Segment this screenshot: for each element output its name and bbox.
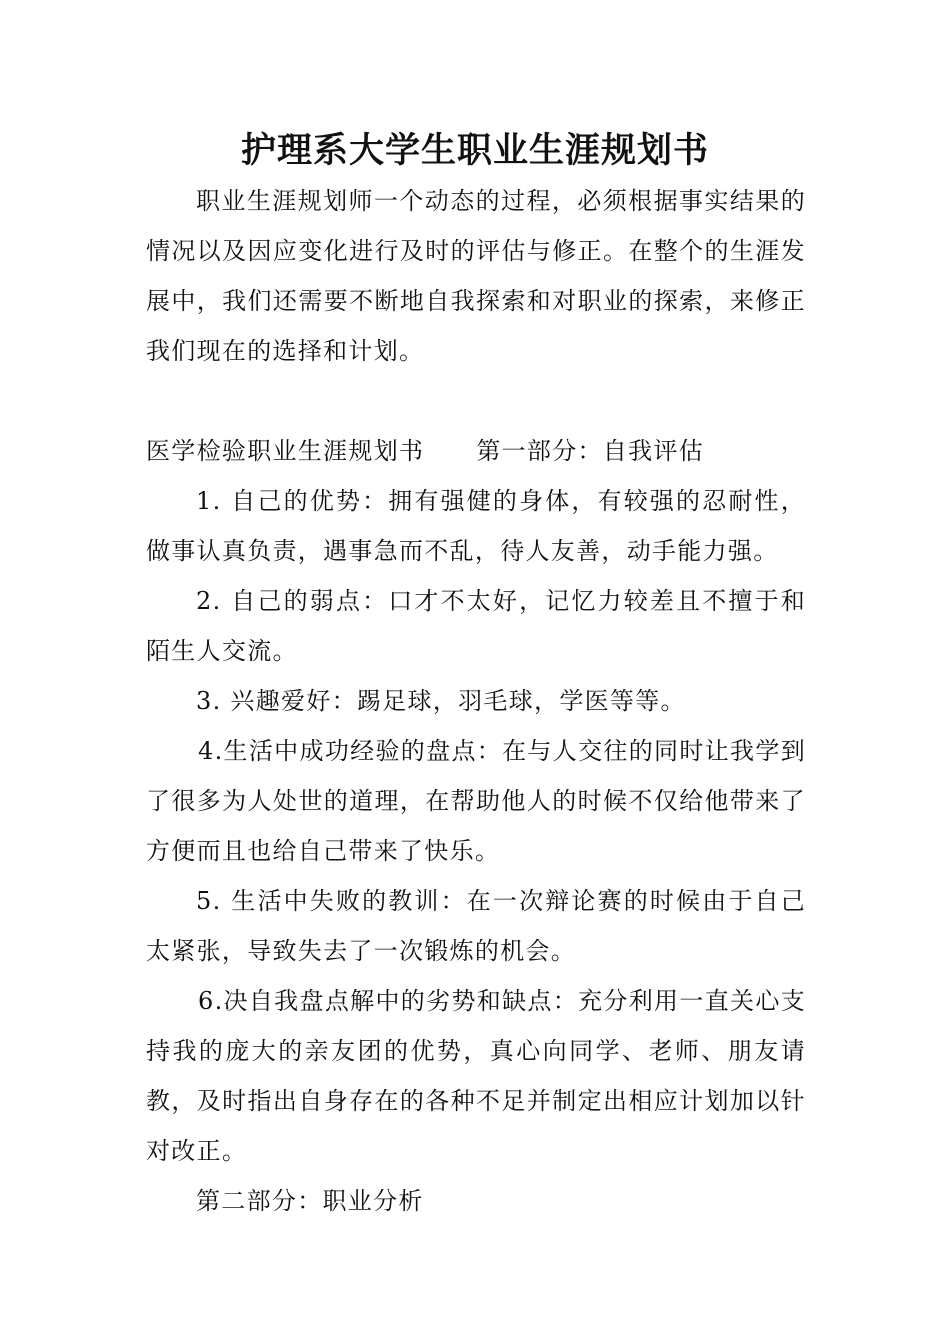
part-two-heading: 第二部分：职业分析 xyxy=(196,1187,424,1215)
paragraph-gap xyxy=(146,376,806,426)
list-item-failure: 5. 生活中失败的教训：在一次辩论赛的时候由于自己太紧张，导致失去了一次锻炼的机会。 xyxy=(146,887,806,965)
list-item-weaknesses: 2. 自己的弱点：口才不太好，记忆力较差且不擅于和陌生人交流。 xyxy=(146,587,806,665)
list-item-hobbies: 3. 兴趣爱好：踢足球，羽毛球，学医等等。 xyxy=(196,687,686,715)
list-item-strengths: 1. 自己的优势：拥有强健的身体，有较强的忍耐性，做事认真负责，遇事急而不乱，待人友善，动手能力强。 xyxy=(146,487,806,565)
document-body xyxy=(146,176,806,1226)
intro-paragraph: 职业生涯规划师一个动态的过程，必须根据事实结果的情况以及因应变化进行及时的评估与修正。在整个的生涯发展中，我们还需要不断地自我探索和对职业的探索，来修正我们现在的选择和计划。 xyxy=(146,187,806,365)
section-heading-part-one: 第一部分：自我评估 xyxy=(476,437,705,465)
list-item-improvement: 6.决自我盘点解中的劣势和缺点：充分利用一直关心支持我的庞大的亲友团的优势，真心向同学、老师、朋友请教，及时指出自身存在的各种不足并制定出相应计划加以针对改正。 xyxy=(146,987,806,1165)
section-heading xyxy=(146,426,806,476)
section-heading-doc-name: 医学检验职业生涯规划书 xyxy=(146,437,425,465)
document-title: 护理系大学生职业生涯规划书 xyxy=(240,130,709,171)
list-item-success: 4.生活中成功经验的盘点：在与人交往的同时让我学到了很多为人处世的道理，在帮助他人的时候不仅给他带来了方便而且也给自己带来了快乐。 xyxy=(146,737,806,865)
